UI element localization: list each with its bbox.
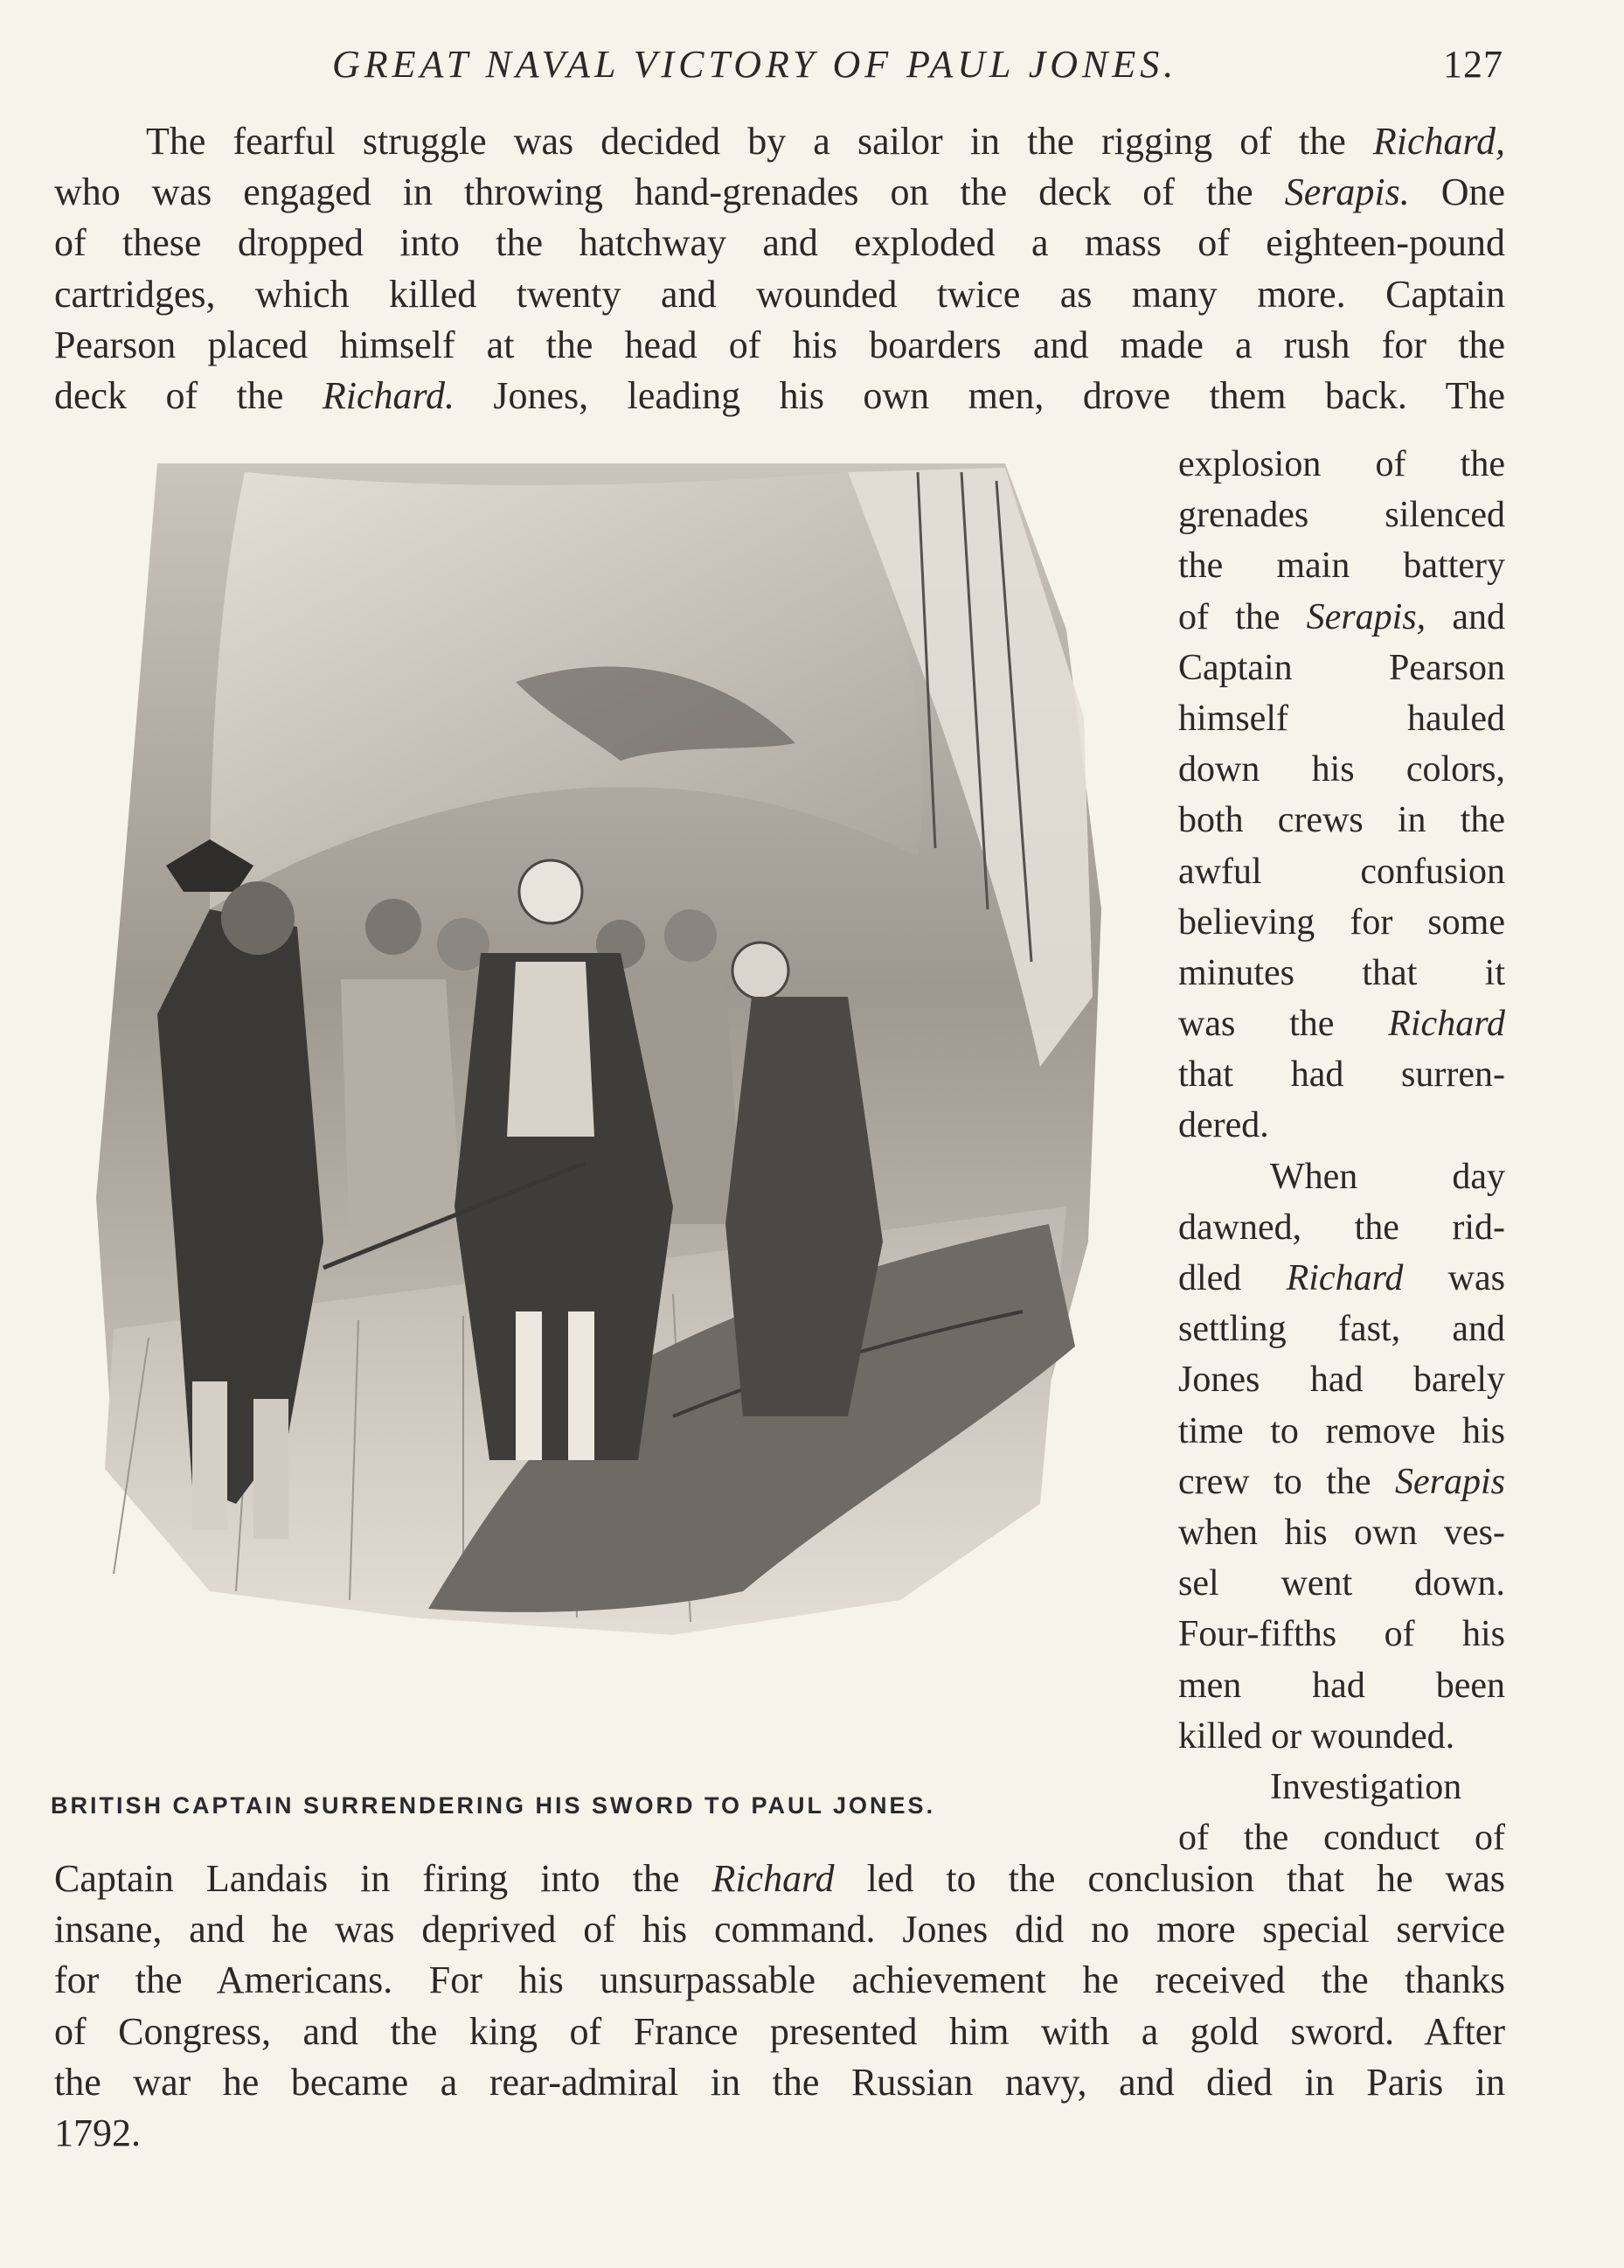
- text-line: Captain Pearson: [1178, 647, 1505, 688]
- text-line: Pearson placed himself at the head of his boarders and made a rush for the: [54, 323, 1505, 366]
- text-line: of the Serapis, and: [1178, 596, 1505, 637]
- text-line: dled Richard was: [1178, 1258, 1505, 1298]
- text-line: when his own ves-: [1178, 1512, 1505, 1553]
- page-number: 127: [1443, 43, 1503, 86]
- text-line: Jones had barely: [1178, 1360, 1505, 1401]
- text-line: Four-fifths of his: [1178, 1614, 1505, 1655]
- text-line: 1792.: [54, 2111, 141, 2154]
- illustration-caption: BRITISH CAPTAIN SURRENDERING HIS SWORD TO PAUL JONES.: [51, 1792, 936, 1819]
- text-line: explosion of the: [1178, 444, 1505, 484]
- text-line: crew to the Serapis: [1178, 1461, 1505, 1502]
- text-line: The fearful struggle was decided by a sailor in the rigging of the Richard,: [146, 120, 1505, 163]
- text-line: of the conduct of: [1178, 1818, 1505, 1859]
- text-line: cartridges, which killed twenty and wounded twice as many more. Captain: [54, 272, 1505, 316]
- text-line: who was engaged in throwing hand-grenades on the deck of the Serapis. One: [54, 170, 1505, 214]
- text-line: of these dropped into the hatchway and exploded a mass of eighteen-pound: [54, 221, 1505, 265]
- top-paragraph: [54, 116, 1505, 421]
- text-line: sel went down.: [1178, 1563, 1505, 1604]
- engraving-illustration: [61, 455, 1154, 1766]
- running-title: GREAT NAVAL VICTORY OF PAUL JONES.: [332, 43, 1178, 86]
- text-line: the main battery: [1178, 546, 1505, 587]
- side-column-text: [1178, 439, 1505, 1863]
- running-header: [332, 42, 1503, 94]
- text-line: both crews in the: [1178, 800, 1505, 841]
- text-line: dered.: [1178, 1105, 1269, 1146]
- text-line: believing for some: [1178, 901, 1505, 943]
- text-line: for the Americans. For his unsurpassable achievement he received the thanks: [54, 1958, 1505, 2002]
- text-line: deck of the Richard. Jones, leading his own men, drove them back. The: [54, 373, 1505, 417]
- text-line: Investigation: [1270, 1766, 1462, 1807]
- text-line: When day: [1270, 1156, 1505, 1197]
- text-line: men had been: [1178, 1665, 1505, 1706]
- bottom-paragraph: [54, 1854, 1505, 2159]
- text-line: minutes that it: [1178, 952, 1505, 993]
- text-line: grenades silenced: [1178, 495, 1505, 536]
- text-line: himself hauled: [1178, 698, 1505, 739]
- text-line: dawned, the rid-: [1178, 1207, 1505, 1248]
- text-line: down his colors,: [1178, 749, 1505, 790]
- text-line: was the Richard: [1178, 1004, 1505, 1045]
- text-line: of Congress, and the king of France presented him with a gold sword. After: [54, 2009, 1505, 2053]
- text-line: Captain Landais in firing into the Richard led to the conclusion that he was: [54, 1857, 1505, 1900]
- text-line: awful confusion: [1178, 851, 1505, 892]
- text-line: insane, and he was deprived of his command. Jones did no more special service: [54, 1908, 1505, 1951]
- text-line: time to remove his: [1178, 1410, 1505, 1451]
- text-line: that had surren-: [1178, 1054, 1505, 1096]
- text-line: settling fast, and: [1178, 1309, 1505, 1350]
- text-line: killed or wounded.: [1178, 1715, 1455, 1757]
- text-line: the war he became a rear-admiral in the Russian navy, and died in Paris in: [54, 2060, 1505, 2104]
